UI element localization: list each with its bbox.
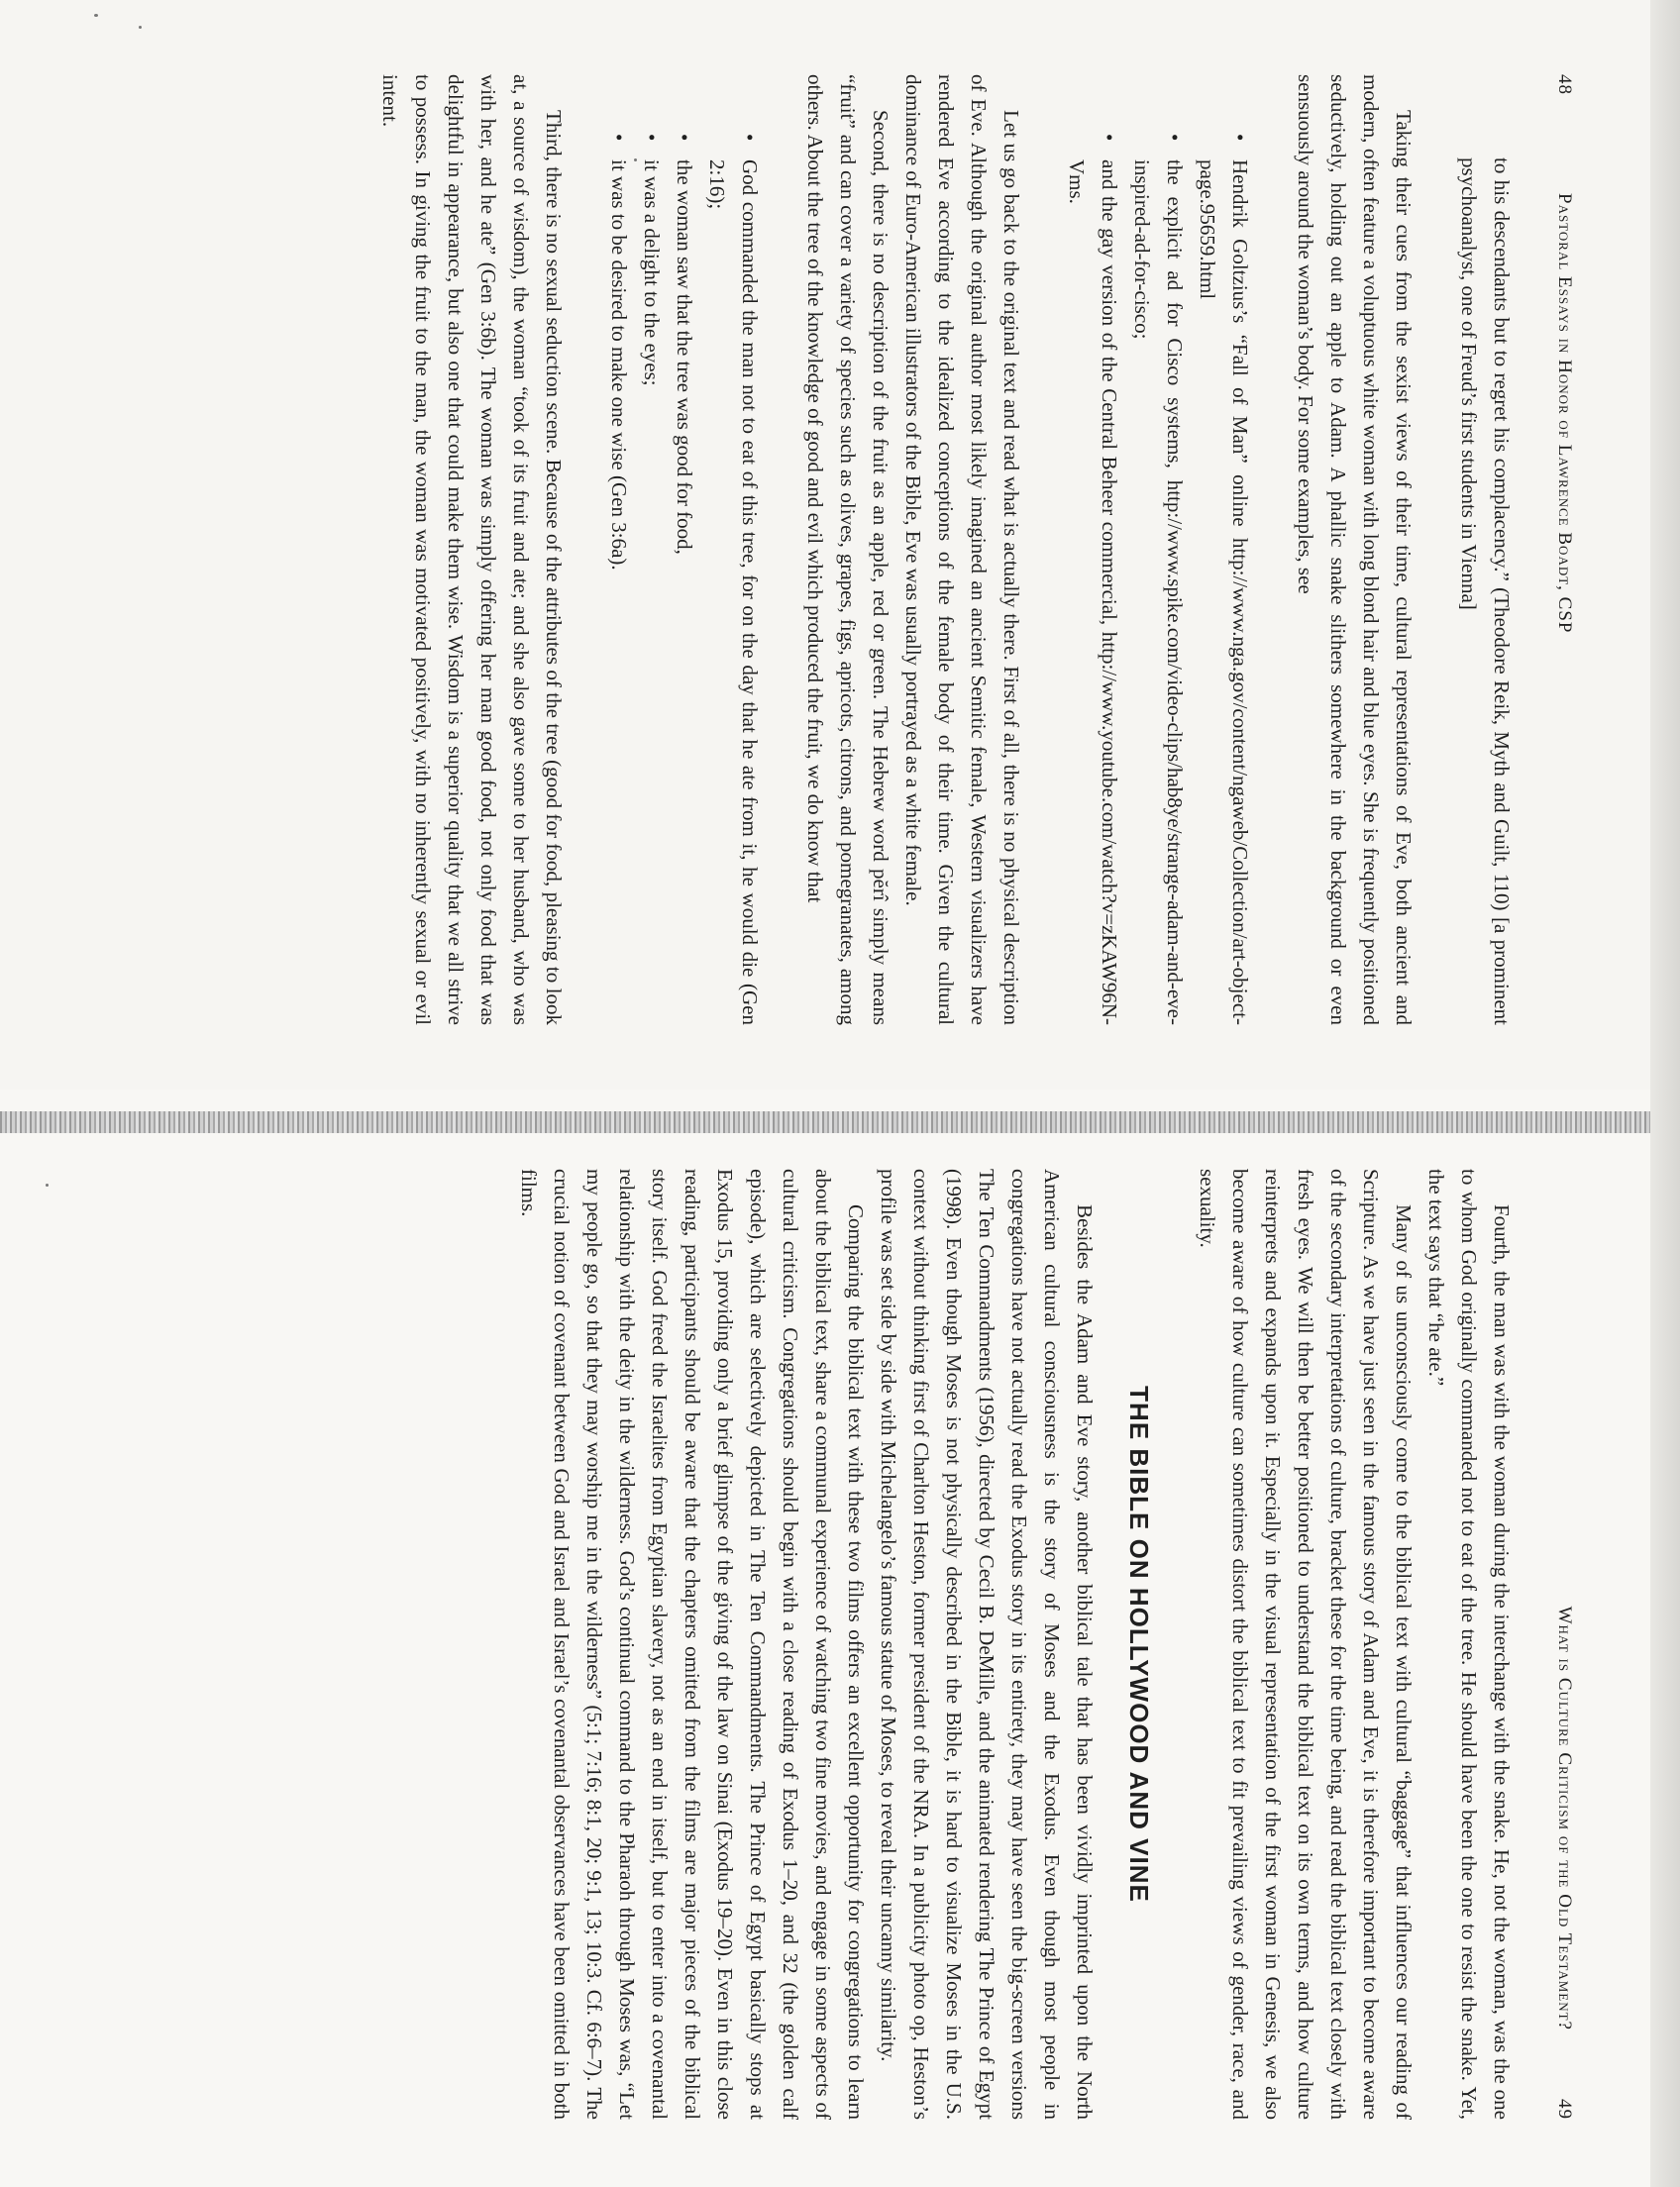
paragraph-original-text: Let us go back to the original text and read what is actually there. First of all, there is no physical description of Eve. Although the original author most likely imagined an ancient Semitic female, Western visualizers have rendered Eve according to the idealized conceptions of the female body of their time. Given the cultural dominance of Euro-American illustrators of the Bible, Eve was usually portrayed as a white female. bbox=[901, 74, 1023, 1025]
examples-list bbox=[1060, 134, 1256, 1025]
page-body bbox=[512, 1169, 1518, 2120]
page-number: 49 bbox=[1554, 2099, 1575, 2120]
paragraph-comparing: Comparing the biblical text with these two films offers an excellent opportunity for congregations to learn about the biblical text, share a communal experience of watching two fine movies, and engage in some aspects of cultural criticism. Congregations should begin with a close reading of Exodus 1–20, and 32 (the golden calf episode), which are selectively depicted in The Ten Commandments. The Prince of Egypt basically stops at Exodus 15, providing only a brief glimpse of the giving of the law on Sinai (Exodus 19–20). Even in this close reading, participants should be aware that the chapters omitted from the films are major pieces of the biblical story itself. God freed the Israelites from Egyptian slavery, not as an end in itself, but to enter into a covenantal relationship with the deity in the wilderness. God’s continual command to the Pharaoh through Moses was, “Let my people go, so that they may worship me in the wilderness” (5:1; 7:16; 8:1, 20; 9:1, 13; 10:3. Cf. 6:6–7). The crucial notion of covenant between God and Israel and Israel’s covenantal observances have been omitted in both films. bbox=[517, 1169, 868, 2120]
paragraph-besides: Besides the Adam and Eve story, another biblical tale that has been vividly imprinted upon the North American cultural consciousness is the story of Moses and the Exodus. Even though most people in congregations have not actually read the Exodus story in its entirety, they may have seen the big-screen versions The Ten Commandments (1956), directed by Cecil B. DeMille, and the animated rendering The Prince of Egypt (1998). Even though Moses is not physically described in the Bible, it is hard to visualize Moses in the U.S. context without thinking first of Charlton Heston, former president of the NRA. In a publicity photo op, Heston’s profile was set side by side with Michelangelo’s famous statue of Moses, to reveal their uncanny similarity. bbox=[877, 1169, 1097, 2120]
section-heading: THE BIBLE ON HOLLYWOOD AND VINE bbox=[1124, 1386, 1154, 1903]
running-head bbox=[1545, 1169, 1575, 2120]
tree-facts-list bbox=[602, 134, 766, 1025]
running-head bbox=[1545, 74, 1575, 1025]
quote-continuation: to his descendants but to regret his complacency.” (Theodore Reik, Myth and Guilt, 110) [a prominent psychoanalyst, one of Freud’s first students in Vienna] bbox=[1457, 157, 1514, 1025]
running-head-title: What is Culture Criticism of the Old Testament? bbox=[1554, 1606, 1575, 2031]
scan-speck bbox=[46, 1184, 49, 1187]
page-number: 48 bbox=[1554, 74, 1575, 95]
book-gutter bbox=[0, 1111, 1680, 1133]
page-48 bbox=[89, 74, 1575, 1025]
list-item: • Hendrik Goltzius’s “Fall of Man” online http://www.nga.gov/content/ngaweb/Collection/art-object-page.95659.html bbox=[1191, 134, 1256, 1025]
list-item: • it was a delight to the eyes; bbox=[635, 134, 668, 1025]
paragraph-third: Third, there is no sexual seduction scene. Because of the attributes of the tree (good for food, pleasing to look at, a source of wisdom), the woman “took of its fruit and ate; and she also gave some to her husband, who was with her, and he ate” (Gen 3:6b). The woman was simply offering her man good food, not only food that was delightful in appearance, but also one that could make them wise. Wisdom is a superior quality that we all strive to possess. In giving the fruit to the man, the woman was motivated positively, with no inherently sexual or evil intent. bbox=[378, 74, 566, 1025]
paragraph-fourth: Fourth, the man was with the woman during the interchange with the snake. He, not the woman, was the one to whom God originally commanded not to eat of the tree. He should have been the one to resist the snake. Yet, the text says that “he ate.” bbox=[1424, 1169, 1514, 2120]
page-body bbox=[373, 74, 1518, 1025]
scan-speck bbox=[634, 158, 637, 161]
scan-speck bbox=[94, 14, 98, 17]
paragraph-cultural-representations: Taking their cues from the sexist views of their time, cultural representations of Eve, both ancient and modern, often feature a voluptuous white woman with long blond hair and blue eyes. She is frequently positioned seductively, holding out an apple to Adam. A phallic snake slithers somewhere in the background or even sensuously around the woman’s body. For some examples, see bbox=[1294, 74, 1416, 1025]
running-head-title: Pastoral Essays in Honor of Lawrence Boadt, CSP bbox=[1554, 193, 1575, 634]
list-item: • it was to be desired to make one wise (Gen 3:6a). bbox=[602, 134, 635, 1025]
list-item: • God commanded the man not to eat of this tree, for on the day that he ate from it, he would die (Gen 2:16); bbox=[700, 134, 766, 1025]
list-item: • and the gay version of the Central Beheer commercial, http://www.youtube.com/watch?v=zKAW96N-Vms. bbox=[1060, 134, 1125, 1025]
scan-speck bbox=[139, 26, 142, 29]
page-49 bbox=[89, 1169, 1575, 2120]
list-item: • the woman saw that the tree was good for food, bbox=[668, 134, 700, 1025]
scan-edge bbox=[1650, 0, 1680, 2187]
paragraph-cultural-baggage: Many of us unconsciously come to the biblical text with cultural “baggage” that influences our reading of Scripture. As we have just seen in the famous story of Adam and Eve, it is therefore important to become aware of the secondary interpretations of culture, bracket these for the time being, and read the biblical text closely with fresh eyes. We will then be better positioned to understand the biblical text on its own terms, and how culture reinterprets and expands upon it. Especially in the visual representation of the first woman in Genesis, we also become aware of how culture can sometimes distort the biblical text to fit prevailing views of gender, race, and sexuality. bbox=[1196, 1169, 1416, 2120]
list-item: • the explicit ad for Cisco systems, http://www.spike.com/video-clips/hab8ye/strange-adam-and-eve-inspired-ad-for-cisco; bbox=[1125, 134, 1191, 1025]
paragraph-second: Second, there is no description of the fruit as an apple, red or green. The Hebrew word pĕrî simply means “fruit” and can cover a variety of species such as olives, grapes, figs, apricots, citrons, and pomegranates, among others. About the tree of the knowledge of good and evil which produced the fruit, we do know that bbox=[803, 74, 892, 1025]
